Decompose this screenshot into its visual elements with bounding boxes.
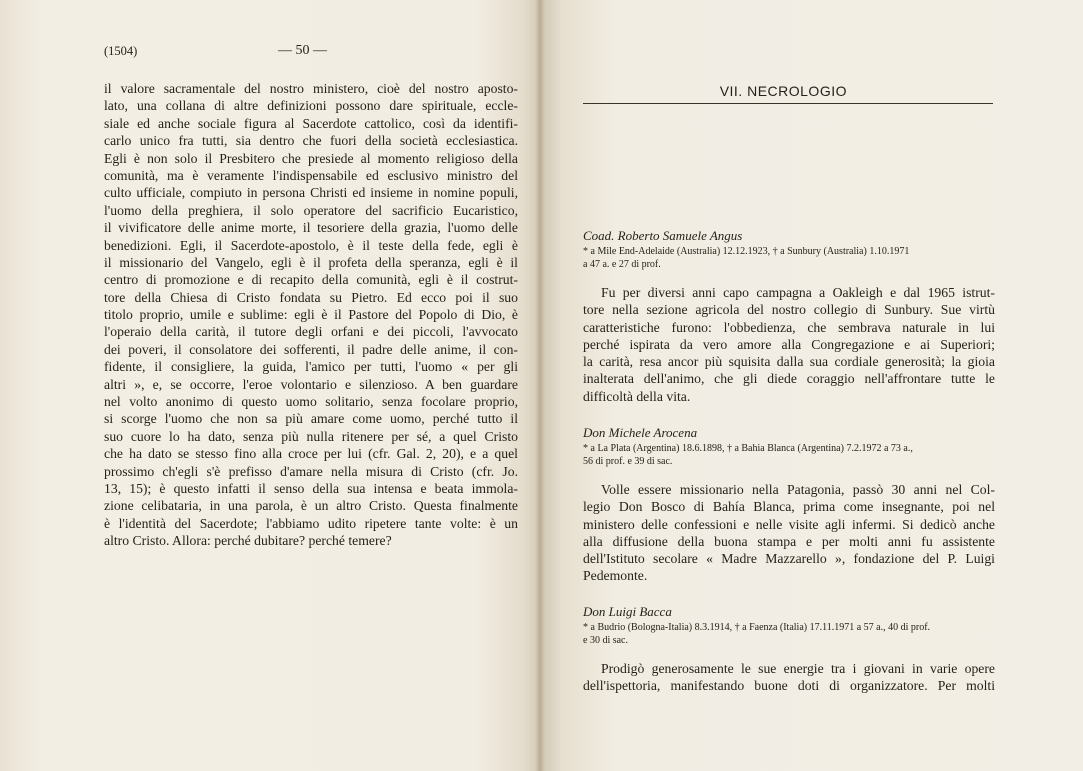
- text-line: Egli è non solo il Presbitero che presiede al momento religioso della: [104, 150, 518, 166]
- text-line: difficoltà della vita.: [583, 388, 691, 404]
- obituary-name: Coad. Roberto Samuele Angus: [583, 228, 743, 243]
- text-line: il vivificatore delle anime morte, il tesoriere della grazia, l'uomo delle: [104, 220, 518, 236]
- text-line: dell'Istituto secolare « Madre Mazzarello », fondazione del P. Luigi: [583, 551, 995, 567]
- text-line: la carità, resa ancor più squisita dalla sua cordiale generosità; la gioia: [583, 354, 995, 370]
- left-page-header: [104, 44, 524, 64]
- text-line: caratteristiche furono: l'obbedienza, che sembrava naturale in lui: [583, 319, 995, 335]
- text-line: culto ufficiale, compiuto in persona Christi ed insieme in nomine populi,: [104, 185, 518, 201]
- section-title: VII. NECROLOGIO: [719, 83, 847, 99]
- obituary-entry: [583, 228, 995, 405]
- details-line: * a La Plata (Argentina) 18.6.1898, † a Bahia Blanca (Argentina) 7.2.1972 a 73 a.,: [583, 443, 913, 454]
- text-line: nel volto anonimo di questo uomo solitario, senza focolare proprio,: [104, 394, 518, 410]
- text-line: altri », e, se occorre, l'eroe volontario e silenzioso. A ben guardare: [104, 376, 518, 392]
- text-line: legio Don Bosco di Bahía Blanca, prima come insegnante, poi nel: [583, 499, 995, 515]
- obituary-body: [583, 284, 995, 405]
- section-rule: [583, 103, 993, 104]
- text-line: Prodigò generosamente le sue energie tra i giovani in varie opere: [601, 661, 995, 676]
- text-line: comunità, ma è veramente l'indispensabile ed esclusivo ministro del: [104, 167, 518, 183]
- text-line: Pedemonte.: [583, 568, 648, 584]
- body-text: [104, 80, 518, 550]
- obituary-details: [583, 443, 995, 468]
- obituary-body: [583, 660, 995, 695]
- obituary-details: [583, 246, 995, 271]
- section-header: [583, 81, 993, 107]
- obituary-entry: [583, 604, 995, 695]
- text-line: ministero delle confessioni e nelle visite agli infermi. Si dedicò anche: [583, 516, 995, 532]
- text-line: dei poveri, il consolatore dei sofferenti, il padre delle anime, il con-: [104, 341, 518, 357]
- text-line: Volle essere missionario nella Patagonia, passò 30 anni nel Col-: [601, 482, 995, 497]
- book-gutter: [535, 0, 545, 771]
- obituary-details: [583, 622, 995, 647]
- text-line: che ha dato se stesso fino alla croce per lui (cfr. Gal. 2, 20), e a quel: [104, 446, 518, 462]
- text-line: tore della Chiesa di Cristo fondata su Pietro. Ed ecco poi il suo: [104, 289, 518, 305]
- text-line: altro Cristo. Allora: perché dubitare? perché temere?: [104, 533, 392, 549]
- text-line: fidente, il consigliere, la guida, l'amico per tutti, l'uomo « per gli: [104, 359, 518, 375]
- text-line: carlo unico fra tutti, sia dentro che fuori della società ecclesiastica.: [104, 133, 518, 149]
- bulletin-number: (1504): [104, 44, 138, 58]
- text-line: inalterata dell'animo, che gli diede coraggio nell'affrontare tutte le: [583, 371, 995, 387]
- left-page: [0, 0, 540, 771]
- obituary-entry: [583, 425, 995, 585]
- text-line: titolo proprio, umile e sublime: egli è il Pastore del Popolo di Dio, è: [104, 307, 518, 323]
- text-line: siale ed anche sociale figura al Sacerdote cattolico, così da identifi-: [104, 115, 518, 131]
- obituary-name: Don Luigi Bacca: [583, 604, 672, 619]
- text-line: l'operaio della carità, il tutore degli orfani e dei piccoli, l'avvocato: [104, 324, 518, 340]
- text-line: è l'identità del Sacerdote; l'abbiamo udito ripetere tante volte: è un: [104, 515, 518, 531]
- text-line: si scorge l'uomo che non sa più amare come uomo, perché tutto il: [104, 411, 518, 427]
- text-line: l'uomo della preghiera, il solo operatore del sacrificio Eucaristico,: [104, 202, 518, 218]
- page-number: — 50 —: [278, 43, 327, 58]
- text-line: prossimo ch'egli s'è prefisso d'amare nella misura di Cristo (cfr. Jo.: [104, 463, 518, 479]
- obituary-name: Don Michele Arocena: [583, 425, 698, 440]
- text-line: centro di promozione e di recapito della comunità, egli è il costrut-: [104, 272, 518, 288]
- text-line: 13, 15); è questo infatti il senso della sua intensa e beata immola-: [104, 480, 518, 496]
- details-line: e 30 di sac.: [583, 634, 628, 646]
- text-line: Fu per diversi anni capo campagna a Oakleigh e dal 1965 istrut-: [601, 285, 995, 300]
- text-line: dell'ispettoria, manifestando buone doti di organizzatore. Per molti: [583, 678, 995, 694]
- text-line: lato, una collana di altre definizioni possono dare spirituale, eccle-: [104, 98, 518, 114]
- details-line: * a Mile End-Adelaide (Australia) 12.12.1923, † a Sunbury (Australia) 1.10.1971: [583, 246, 910, 257]
- text-line: benedizioni. Egli, il Sacerdote-apostolo, è il teste della fede, egli è: [104, 237, 518, 253]
- details-line: 56 di prof. e 39 di sac.: [583, 455, 673, 467]
- text-line: il missionario del Vangelo, egli è il profeta della speranza, egli è il: [104, 254, 518, 270]
- text-line: il valore sacramentale del nostro ministero, cioè del nostro aposto-: [104, 81, 518, 96]
- text-line: tore nella sezione agricola del nostro collegio di Sunbury. Sue virtù: [583, 302, 995, 318]
- text-line: suo cuore lo ha dato, senza più nulla ritenere per sé, a quel Cristo: [104, 428, 518, 444]
- details-line: a 47 a. e 27 di prof.: [583, 258, 661, 270]
- text-line: zione celibataria, in una parola, è un altro Cristo. Questa finalmente: [104, 498, 518, 514]
- obituary-body: [583, 481, 995, 585]
- details-line: * a Budrio (Bologna-Italia) 8.3.1914, † a Faenza (Italia) 17.11.1971 a 57 a., 40 di prof.: [583, 622, 931, 633]
- text-line: perché ispirata da vero amore alla Congregazione e ai Superiori;: [583, 336, 995, 352]
- text-line: alla diffusione della buona stampa e per molti anni fu assistente: [583, 533, 995, 549]
